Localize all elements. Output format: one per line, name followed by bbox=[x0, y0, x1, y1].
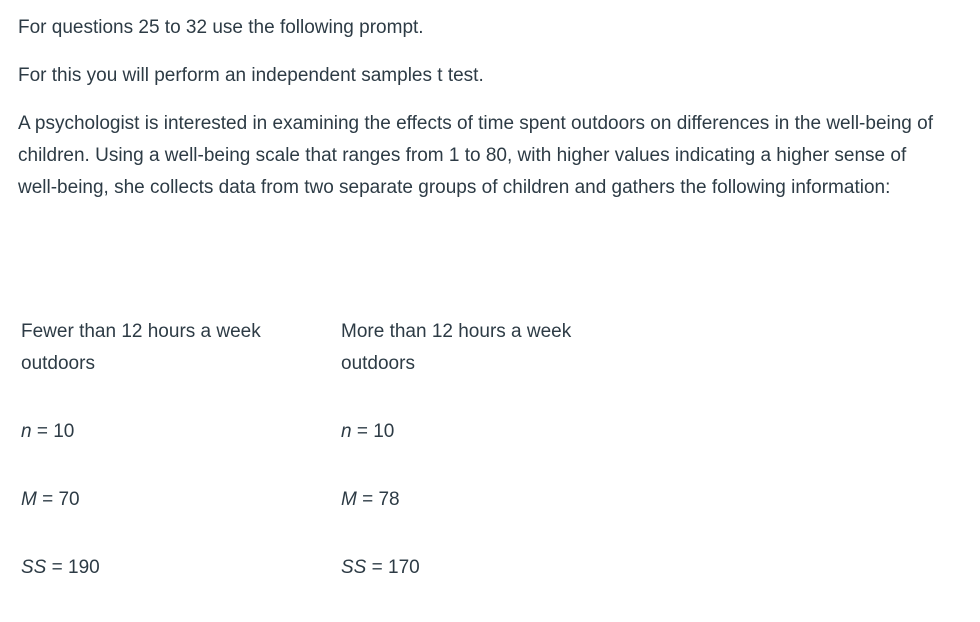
table-row bbox=[21, 416, 661, 484]
group-1-n bbox=[21, 416, 341, 484]
prompt-description: A psychologist is interested in examining the effects of time spent outdoors on differences in the well-being of children. Using a well-being scale that ranges from 1 to 80, with higher values indicating a higher sense of well-being, she collects data from two separate groups of children and gathers the following information: bbox=[18, 113, 933, 198]
group-1-label-line-1: Fewer than 12 hours a week bbox=[21, 321, 261, 342]
group-1-label bbox=[21, 316, 341, 416]
group-2-label bbox=[341, 316, 661, 416]
group-2-ss bbox=[341, 552, 661, 592]
group-2-label-line-2: outdoors bbox=[341, 353, 415, 374]
mean-value: = 70 bbox=[36, 489, 80, 510]
n-symbol: n bbox=[21, 421, 32, 442]
group-2-n bbox=[341, 416, 661, 484]
ss-symbol: SS bbox=[21, 557, 47, 578]
prompt-instruction: For this you will perform an independent samples t test. bbox=[18, 65, 484, 86]
n-value: = 10 bbox=[351, 421, 395, 442]
mean-symbol: M bbox=[21, 489, 37, 510]
mean-symbol: M bbox=[341, 489, 357, 510]
prompt-intro: For questions 25 to 32 use the following prompt. bbox=[18, 17, 424, 38]
table-row bbox=[21, 316, 661, 416]
mean-value: = 78 bbox=[356, 489, 400, 510]
group-1-ss bbox=[21, 552, 341, 592]
group-2-mean bbox=[341, 484, 661, 552]
question-content bbox=[18, 12, 948, 204]
table-row bbox=[21, 552, 661, 592]
table-row bbox=[21, 484, 661, 552]
ss-symbol: SS bbox=[341, 557, 367, 578]
ss-value: = 170 bbox=[366, 557, 420, 578]
group-statistics-table bbox=[21, 316, 661, 592]
n-value: = 10 bbox=[31, 421, 75, 442]
group-1-mean bbox=[21, 484, 341, 552]
n-symbol: n bbox=[341, 421, 352, 442]
group-1-label-line-2: outdoors bbox=[21, 353, 95, 374]
group-2-label-line-1: More than 12 hours a week bbox=[341, 321, 572, 342]
ss-value: = 190 bbox=[46, 557, 100, 578]
